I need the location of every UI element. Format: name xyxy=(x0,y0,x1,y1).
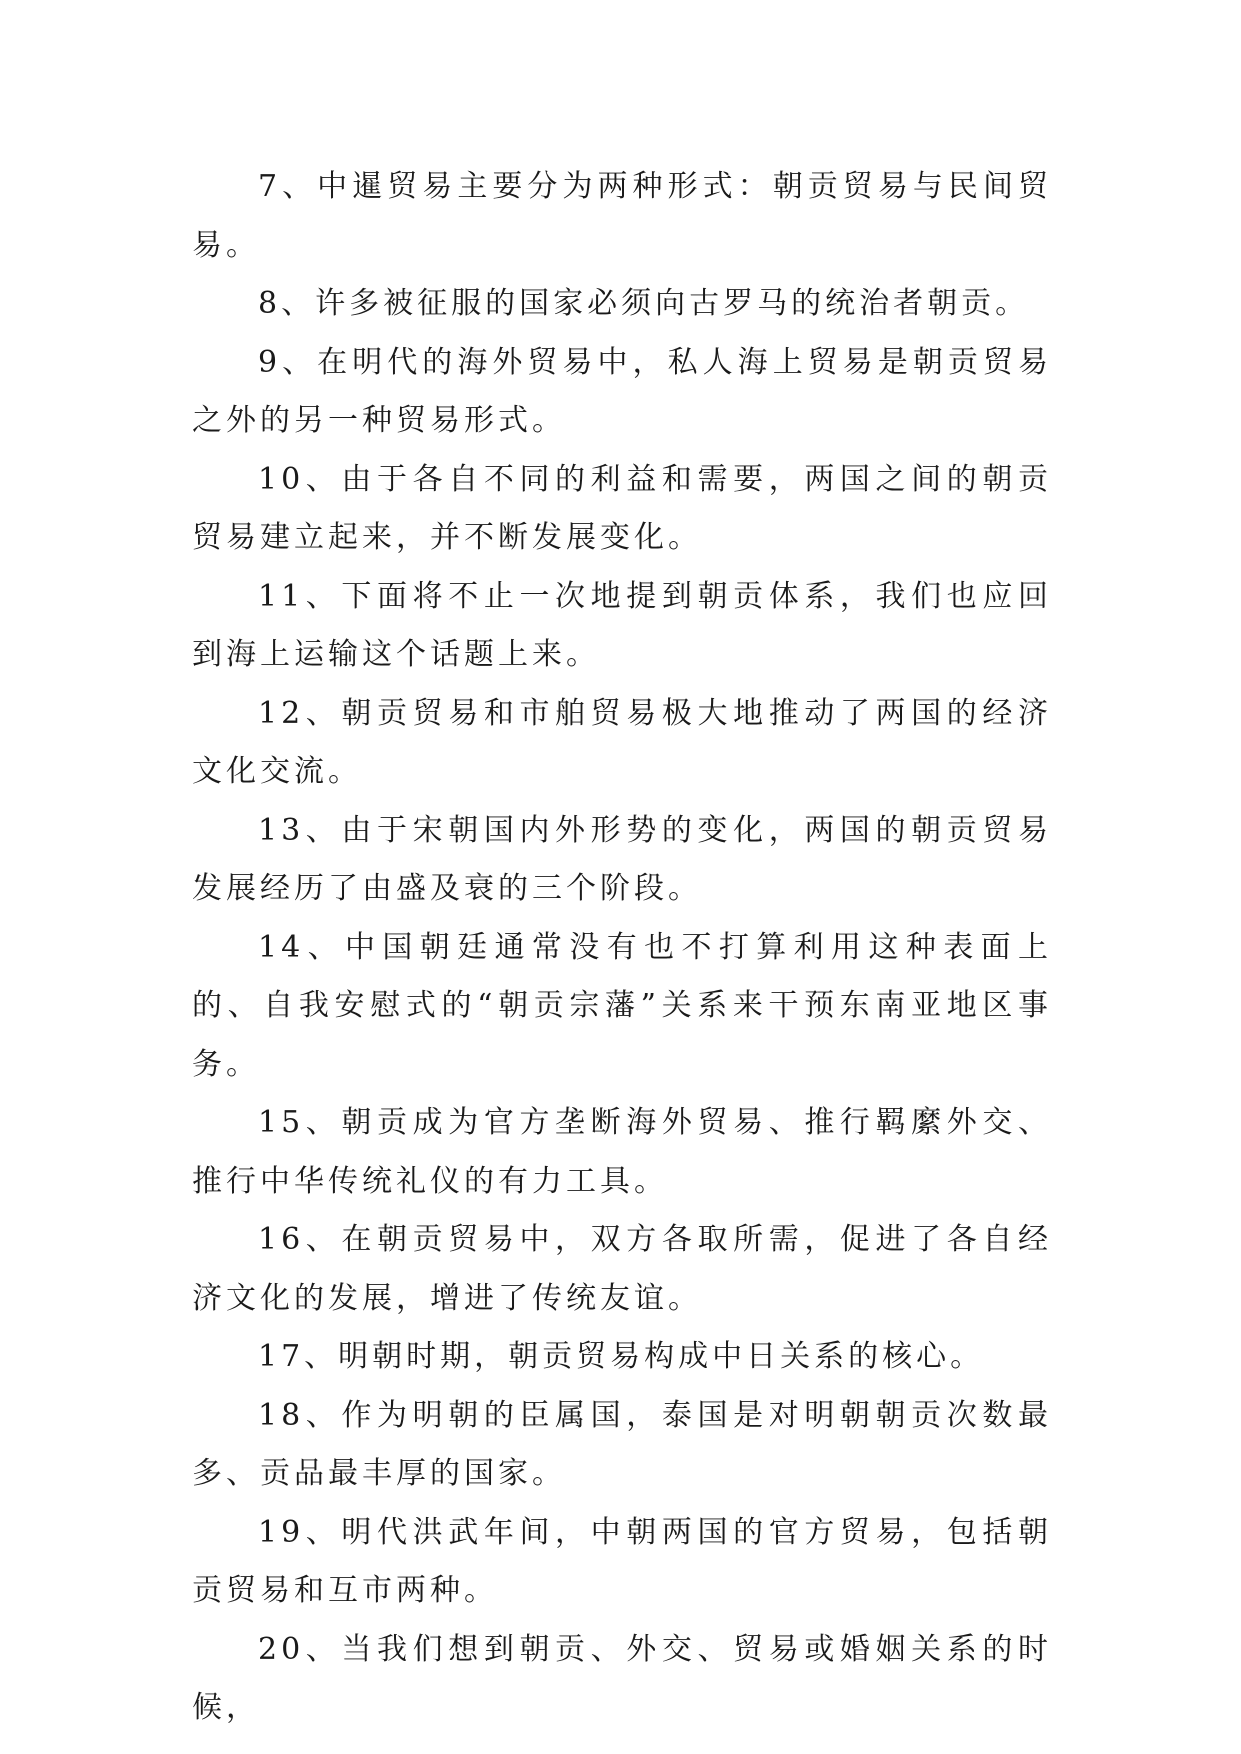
paragraph-11: 11、下面将不止一次地提到朝贡体系，我们也应回到海上运输这个话题上来。 xyxy=(192,578,1052,672)
paragraph-16: 16、在朝贡贸易中，双方各取所需，促进了各自经济文化的发展，增进了传统友谊。 xyxy=(192,1222,1052,1316)
paragraph-18: 18、作为明朝的臣属国，泰国是对明朝朝贡次数最多、贡品最丰厚的国家。 xyxy=(192,1397,1052,1491)
paragraph-15: 15、朝贡成为官方垄断海外贸易、推行羁縻外交、推行中华传统礼仪的有力工具。 xyxy=(192,1105,1052,1199)
paragraph-17: 17、明朝时期，朝贡贸易构成中日关系的核心。 xyxy=(258,1339,985,1374)
paragraph-7: 7、中暹贸易主要分为两种形式：朝贡贸易与民间贸易。 xyxy=(192,169,1052,263)
paragraph-10: 10、由于各自不同的利益和需要，两国之间的朝贡贸易建立起来，并不断发展变化。 xyxy=(192,461,1052,555)
paragraph-19: 19、明代洪武年间，中朝两国的官方贸易，包括朝贡贸易和互市两种。 xyxy=(192,1514,1052,1608)
paragraph-12: 12、朝贡贸易和市舶贸易极大地推动了两国的经济文化交流。 xyxy=(192,695,1052,789)
paragraph-14: 14、中国朝廷通常没有也不打算利用这种表面上的、自我安慰式的“朝贡宗藩”关系来干预东南亚地区事务。 xyxy=(192,929,1052,1082)
paragraph-9: 9、在明代的海外贸易中，私人海上贸易是朝贡贸易之外的另一种贸易形式。 xyxy=(192,344,1052,438)
document-body xyxy=(192,158,1052,1738)
paragraph-13: 13、由于宋朝国内外形势的变化，两国的朝贡贸易发展经历了由盛及衰的三个阶段。 xyxy=(192,812,1052,906)
paragraph-20: 20、当我们想到朝贡、外交、贸易或婚姻关系的时候， xyxy=(192,1631,1052,1725)
paragraph-8: 8、许多被征服的国家必须向古罗马的统治者朝贡。 xyxy=(258,286,1030,321)
